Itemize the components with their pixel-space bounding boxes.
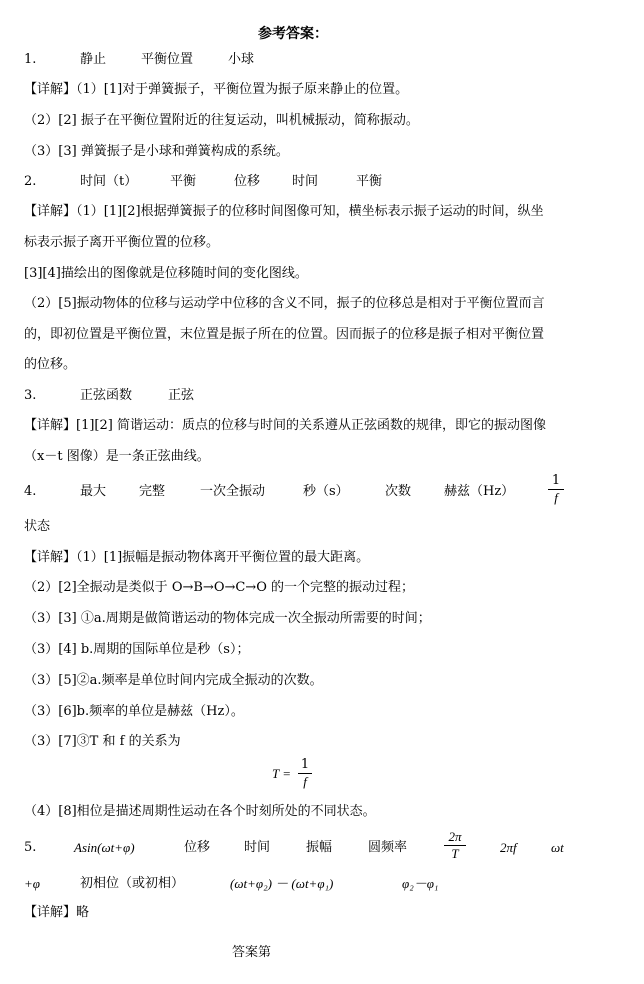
q4-explain-line: （3）[6]b.频率的单位是赫兹（Hz）。 — [24, 704, 244, 719]
q4-explain-end: （4）[8]相位是描述周期性运动在各个时刻所处的不同状态。 — [24, 804, 376, 819]
q4-explain-line: （2）[2]全振动是类似于 O→B→O→C→O 的一个完整的振动过程； — [24, 580, 414, 595]
question-1-number: 1. — [24, 52, 37, 67]
q1-answer-1: 静止 — [80, 52, 107, 67]
question-2-number: 2. — [24, 174, 37, 189]
q2-answer-2: 平衡 — [170, 174, 197, 189]
page-title: 参考答案： — [258, 26, 328, 42]
q1-explain-line: （2）[2] 振子在平衡位置附近的往复运动，叫机械振动，简称振动。 — [24, 113, 419, 128]
q5-answer-5: 圆频率 — [368, 840, 408, 855]
q2-answer-5: 平衡 — [356, 174, 383, 189]
q4-fraction-answer — [548, 474, 564, 505]
formula-lhs: T = — [272, 766, 292, 781]
q2-answer-1: 时间（t） — [80, 174, 138, 189]
q5-answer-2: 位移 — [184, 840, 211, 855]
q2-explain-line: 标表示振子离开平衡位置的位移。 — [24, 235, 220, 250]
q2-explain-line: [3][4]描绘出的图像就是位移随时间的变化图线。 — [24, 266, 308, 281]
q3-explain-line: 【详解】[1][2] 简谐运动：质点的位移与时间的关系遵从正弦函数的规律，即它的振动图像 — [24, 418, 546, 433]
question-5-number: 5. — [24, 840, 37, 855]
q5-answer-phase-diff: (ωt+φ₂) － (ωt+φ₁) — [230, 876, 334, 891]
q1-answer-3: 小球 — [228, 52, 255, 67]
q2-answer-4: 时间 — [292, 174, 319, 189]
fraction-numerator: 1 — [300, 757, 310, 772]
q4-explain-line: （3）[7]③T 和 f 的关系为 — [24, 734, 181, 749]
fraction-denominator: T — [451, 846, 459, 861]
q4-explain-line: （3）[4] b.周期的国际单位是秒（s）； — [24, 642, 250, 657]
q3-answer-2: 正弦 — [168, 388, 195, 403]
q5-answer-phi-diff: φ₂－φ₁ — [402, 876, 439, 891]
fraction-denominator: f — [554, 490, 558, 505]
q4-answer-1: 最大 — [80, 484, 107, 499]
q5-answer-wt: ωt — [551, 840, 564, 855]
fraction-numerator: 1 — [551, 473, 561, 488]
q5-explain: 【详解】略 — [24, 905, 90, 920]
q2-explain-line: 【详解】（1）[1][2]根据弹簧振子的位移时间图像可知，横坐标表示振子运动的时间，纵坐 — [24, 204, 544, 219]
q5-answer-3: 时间 — [244, 840, 271, 855]
q4-answer-last: 状态 — [24, 519, 51, 534]
q4-answer-6: 赫兹（Hz） — [444, 484, 515, 499]
q4-explain-line: （3）[3] ①a.周期是做简谐运动的物体完成一次全振动所需要的时间； — [24, 611, 431, 626]
q4-explain-line: 【详解】（1）[1]振幅是振动物体离开平衡位置的最大距离。 — [24, 550, 370, 565]
formula-fraction — [298, 758, 312, 789]
q3-answer-1: 正弦函数 — [80, 388, 133, 403]
q1-answer-2: 平衡位置 — [141, 52, 194, 67]
fraction-numerator: 2π — [448, 829, 462, 844]
q4-answer-3: 一次全振动 — [200, 484, 266, 499]
page-footer: 答案第 — [232, 945, 272, 960]
q4-answer-2: 完整 — [139, 484, 166, 499]
q5-fraction-answer — [444, 830, 466, 861]
q4-explain-line: （3）[5]②a.频率是单位时间内完成全振动的次数。 — [24, 673, 323, 688]
q4-answer-5: 次数 — [385, 484, 412, 499]
q5-answer-phi: +φ — [24, 876, 40, 891]
q5-answer-4: 振幅 — [306, 840, 333, 855]
question-3-number: 3. — [24, 388, 37, 403]
fraction-denominator: f — [303, 774, 307, 789]
q2-explain-line: 的，即初位置是平衡位置，末位置是振子所在的位置。因而振子的位移是振子相对平衡位置 — [24, 327, 545, 342]
q3-explain-line: （x－t 图像）是一条正弦曲线。 — [24, 449, 210, 464]
q5-answer-initial-phase: 初相位（或初相） — [80, 876, 185, 891]
q2-explain-line: 的位移。 — [24, 357, 77, 372]
q2-explain-line: （2）[5]振动物体的位移与运动学中位移的含义不同，振子的位移总是相对于平衡位置而言 — [24, 296, 545, 311]
q4-answer-4: 秒（s） — [303, 484, 349, 499]
q5-answer-2pif: 2πf — [500, 840, 517, 855]
q1-explain-line: （3）[3] 弹簧振子是小球和弹簧构成的系统。 — [24, 144, 289, 159]
q2-answer-3: 位移 — [234, 174, 261, 189]
q5-answer-1: Asin(ωt+φ) — [74, 840, 135, 855]
q1-explain-line: 【详解】（1）[1]对于弹簧振子，平衡位置为振子原来静止的位置。 — [24, 82, 409, 97]
question-4-number: 4. — [24, 484, 37, 499]
